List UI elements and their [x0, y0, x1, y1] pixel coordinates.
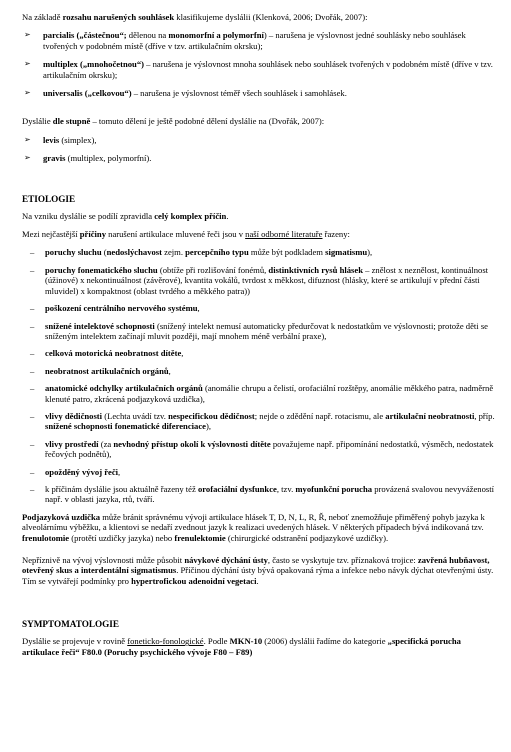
arrow-bullet-icon: ➢ — [24, 59, 31, 69]
dash-bullet-icon: – — [30, 383, 35, 394]
list-item-levis: ➢ levis (simplex), — [24, 134, 97, 145]
list-item-gravis: ➢ gravis (multiplex, polymorfní). — [24, 153, 152, 164]
dash-bullet-icon: – — [30, 348, 35, 359]
cause-list-item: – anatomické odchylky artikulačních orgánů (anomálie chrupu a čelistí, orofaciální rozštěpy, anomálie měkkého patra, nadměrně klenuté patro, zkrácená podjazyková uzdička), — [30, 383, 494, 404]
etiology-paragraph-1: Na vzniku dyslálie se podílí zpravidla celý komplex příčin. — [22, 210, 229, 221]
cause-list-item: – vlivy prostředí (za nevhodný přístup okolí k výslovnosti dítěte považujeme např. připomínání nedostatků, výsměch, nedostatek řečových podnětů), — [30, 438, 494, 460]
range-classification-list — [22, 30, 495, 98]
cause-list-item: – celková motorická neobratnost dítěte, — [30, 348, 184, 359]
dash-bullet-icon: – — [30, 320, 35, 331]
causes-list — [22, 247, 495, 504]
dash-bullet-icon: – — [30, 264, 35, 275]
dash-bullet-icon: – — [30, 303, 35, 314]
range-intro: Na základě rozsahu narušených souhlásek klasifikujeme dyslálii (Klenková, 2006; Dvořák, 2007): — [22, 12, 368, 22]
cause-list-item: – poruchy sluchu (nedoslýchavost zejm. percepčního typu může být podkladem sigmatismu), — [30, 247, 373, 258]
section-heading-symptomatology: SYMPTOMATOLOGIE — [22, 619, 119, 630]
cause-list-item: – opožděný vývoj řeči, — [30, 466, 121, 477]
mouth-breathing-paragraph: Nepříznivě na vývoj výslovnosti může působit návykové dýchání ústy, často se vyskytuje tzv. příznaková trojice: zavřená hubňavost, otevřený skus a interdentální sigmatismus. Příčinou dýchání ústy bývá opakovaná rýma a infekce nebo návyk dýchat otevřenými ústy. Tím se vytvářejí podmínky pro hypertrofickou adenoidní vegetaci. — [22, 555, 494, 586]
list-item-universalis: ➢ universalis („celkovou“) – narušena je výslovnost téměř všech souhlásek i samohlásek. — [24, 88, 347, 99]
arrow-bullet-icon: ➢ — [24, 153, 31, 163]
cause-list-item: – poruchy fonematického sluchu (obtíže při rozlišování fonémů, distinktivních rysů hlásek – znělost x neznělost, kontinuálnost (úžinové) x nekontinuálnost (závěrové), kvantita vokálů, tvrdost x měkkost, difuznost (hlásky, které se artikulují v přední části mluvidel) x kompaktnost (oblast tvrdého a měkkého patra)) — [30, 264, 489, 296]
list-item-multiplex: ➢ multiplex („mnohočetnou“) – narušena je výslovnost mnoha souhlásek nebo souhlásek tvořených v podobném místě (dříve v tzv. artikulačním okrsku); — [24, 59, 493, 80]
arrow-bullet-icon: ➢ — [24, 30, 31, 40]
dash-bullet-icon: – — [30, 247, 35, 258]
arrow-bullet-icon: ➢ — [24, 134, 31, 144]
degree-list — [22, 135, 495, 164]
dash-bullet-icon: – — [30, 466, 35, 477]
cause-list-item: – poškození centrálního nervového systému, — [30, 303, 200, 314]
arrow-bullet-icon: ➢ — [24, 88, 31, 98]
cause-list-item: – k příčinám dyslálie jsou aktuálně řazeny též orofaciální dysfunkce, tzv. myofunkční porucha provázená svalovou nevyvážeností např. v oblasti jazyka, rtů, tváří. — [30, 483, 494, 505]
dash-bullet-icon: – — [30, 438, 35, 449]
dash-bullet-icon: – — [30, 365, 35, 376]
degree-intro: Dyslálie dle stupně – tomuto dělení je ještě podobné dělení dyslálie na (Dvořák, 2007): — [22, 116, 325, 127]
cause-list-item: – vlivy dědičnosti (Lechta uvádí tzv. nespecifickou dědičnost; nejde o zdědění např. rotacismu, ale artikulační neobratnosti, příp. snížené schopnosti fonematické diferenciace), — [30, 410, 495, 432]
cause-list-item: – neobratnost artikulačních orgánů, — [30, 365, 171, 376]
section-heading-etiology: ETIOLOGIE — [22, 193, 76, 204]
frenulum-paragraph: Podjazyková uzdička může bránit správnému vývoji artikulace hlásek T, D, N, L, R, Ř, neboť znemožňuje přiměřený pohyb jazyka k alveolárnímu výběžku, a klientovi se nedaří zvednout jazyk k realizaci uvedených hlásek. V některých případech bývá indikovaná tzv. frenulotomie (protětí uzdičky jazyka) nebo frenulektomie (chirurgické odstranění podjazykové uzdičky). — [22, 511, 485, 543]
symptomatology-paragraph: Dyslálie se projevuje v rovině foneticko-fonologické. Podle MKN-10 (2006) dyslálii řadíme do kategorie „specifická porucha artikulace řeči“ F80.0 (Poruchy psychického vývoje F80 – F89) — [22, 636, 461, 657]
list-item-parcialis: ➢ parcialis („částečnou“; dělenou na monomorfní a polymorfní) – narušena je výslovnost jedné souhlásky nebo souhlásek tvořených v podobném místě (dříve v tzv. artikulačním okrsku); — [24, 30, 466, 51]
dash-bullet-icon: – — [30, 483, 35, 494]
cause-list-item: – snížené intelektové schopnosti (snížený intelekt nemusí automaticky předurčovat k nedostatkům ve výslovnosti; protože děti se sníženým intelektem začínají mluvit později, mají mnohem méně verbální praxe), — [30, 320, 488, 341]
dash-bullet-icon: – — [30, 410, 35, 421]
etiology-paragraph-2: Mezi nejčastější příčiny narušení artikulace mluvené řeči jsou v naší odborné literatuře řazeny: — [22, 229, 350, 240]
